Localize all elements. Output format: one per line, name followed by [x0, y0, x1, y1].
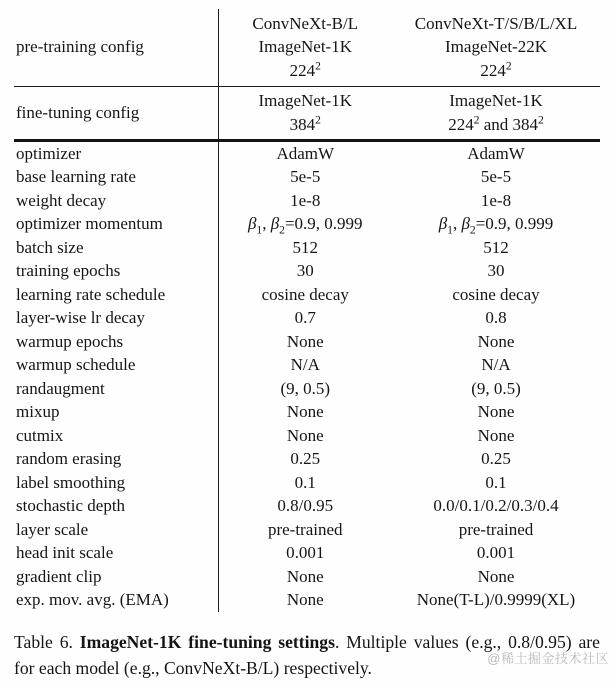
table-row [14, 330, 600, 354]
row-label: layer-wise lr decay [16, 308, 145, 328]
table-row [14, 565, 600, 589]
caption-title: ImageNet-1K fine-tuning settings [79, 632, 335, 652]
cell-value: 0.1 [218, 471, 392, 495]
row-label: mixup [16, 402, 60, 422]
cell-value: None [477, 331, 515, 351]
table-row [14, 189, 600, 213]
cell-value: 5e-5 [480, 167, 512, 187]
header-value-cell: ConvNeXt-T/S/B/L/XL ImageNet-22K $224^2$ [392, 9, 600, 87]
table-row [14, 518, 600, 542]
row-label: warmup schedule [16, 355, 136, 375]
row-label: base learning rate [16, 167, 136, 187]
row-label: stochastic depth [16, 496, 126, 516]
row-label: optimizer momentum [16, 214, 163, 234]
row-label: random erasing [16, 449, 122, 469]
cell-value: $\beta_1$, $\beta_2=0.9$, 0.999 [218, 212, 392, 236]
cell-value: (9, 0.5) [471, 378, 521, 398]
cell-value: 0.1 [485, 472, 507, 492]
table-row [14, 212, 600, 236]
cell-value: None [477, 425, 515, 445]
cell-value: None [218, 330, 392, 354]
cell-value: 0.8/0.95 [218, 494, 392, 518]
caption-rest: . Multiple values (e.g., 0.8/0.95) are for each model (e.g., ConvNeXt-B/L) respectively. [14, 632, 600, 678]
cell-value: 0.001 [476, 543, 516, 563]
table-row [14, 541, 600, 565]
header-value-cell: ConvNeXt-B/L ImageNet-1K $224^2$ [218, 9, 392, 87]
cell-value: cosine decay [452, 284, 540, 304]
row-label: warmup epochs [16, 331, 124, 351]
table-row [14, 306, 600, 330]
cell-value: 0.25 [481, 449, 511, 469]
table-row [14, 494, 600, 518]
cell-value: 0.25 [218, 447, 392, 471]
row-label: exp. mov. avg. (EMA) [16, 590, 169, 610]
cell-value: N/A [481, 355, 511, 375]
cell-value: 30 [487, 261, 505, 281]
header-value-cell: ImageNet-1K $384^2$ [218, 87, 392, 141]
cell-value: AdamW [467, 144, 525, 164]
cell-value: 512 [483, 237, 509, 257]
table-caption [14, 629, 600, 681]
cell-value: 512 [218, 236, 392, 260]
table-row [14, 141, 600, 166]
cell-value: None [477, 566, 515, 586]
header-row [14, 9, 600, 87]
row-label: layer scale [16, 519, 89, 539]
table-row [14, 236, 600, 260]
header-row-label: fine-tuning config [14, 87, 218, 141]
row-label: label smoothing [16, 472, 126, 492]
row-label: optimizer [16, 144, 82, 164]
row-label: gradient clip [16, 566, 102, 586]
table-row [14, 377, 600, 401]
row-label: learning rate schedule [16, 284, 166, 304]
table-row [14, 353, 600, 377]
watermark: @稀土掘金技术社区 [487, 651, 609, 666]
cell-value: 0.001 [218, 541, 392, 565]
table-body [14, 141, 600, 612]
cell-value: cosine decay [218, 283, 392, 307]
cell-value: None [218, 424, 392, 448]
cell-value: None [477, 402, 515, 422]
header-value-cell: ImageNet-1K $224^2$ and $384^2$ [392, 87, 600, 141]
table-row [14, 283, 600, 307]
cell-value: pre-trained [458, 519, 534, 539]
cell-value: 5e-5 [218, 165, 392, 189]
table-row [14, 165, 600, 189]
cell-value: 0.7 [218, 306, 392, 330]
cell-value: None(T-L)/0.9999(XL) [416, 590, 576, 610]
table-header [14, 9, 600, 141]
table-row [14, 259, 600, 283]
cell-value: 30 [218, 259, 392, 283]
cell-value: None [218, 565, 392, 589]
header-row [14, 87, 600, 141]
cell-value: pre-trained [218, 518, 392, 542]
cell-value: AdamW [218, 141, 392, 166]
table-row [14, 400, 600, 424]
row-label: weight decay [16, 190, 107, 210]
cell-value: 0.0/0.1/0.2/0.3/0.4 [433, 496, 559, 516]
cell-value: (9, 0.5) [218, 377, 392, 401]
fine-tuning-settings-table [14, 9, 600, 612]
table-row [14, 447, 600, 471]
cell-value: 0.8 [485, 308, 507, 328]
cell-value: None [218, 400, 392, 424]
cell-value: 1e-8 [480, 190, 512, 210]
header-row-label: pre-training config [14, 9, 218, 87]
cell-value: $\beta_1$, $\beta_2=0.9$, 0.999 [438, 214, 554, 237]
table-row [14, 588, 600, 612]
row-label: randaugment [16, 378, 105, 398]
cell-value: 1e-8 [218, 189, 392, 213]
table-row [14, 424, 600, 448]
row-label: batch size [16, 237, 84, 257]
row-label: head init scale [16, 543, 114, 563]
caption-prefix: Table 6. [14, 632, 80, 652]
cell-value: None [218, 588, 392, 612]
row-label: cutmix [16, 425, 64, 445]
cell-value: N/A [218, 353, 392, 377]
row-label: training epochs [16, 261, 121, 281]
table-row [14, 471, 600, 495]
